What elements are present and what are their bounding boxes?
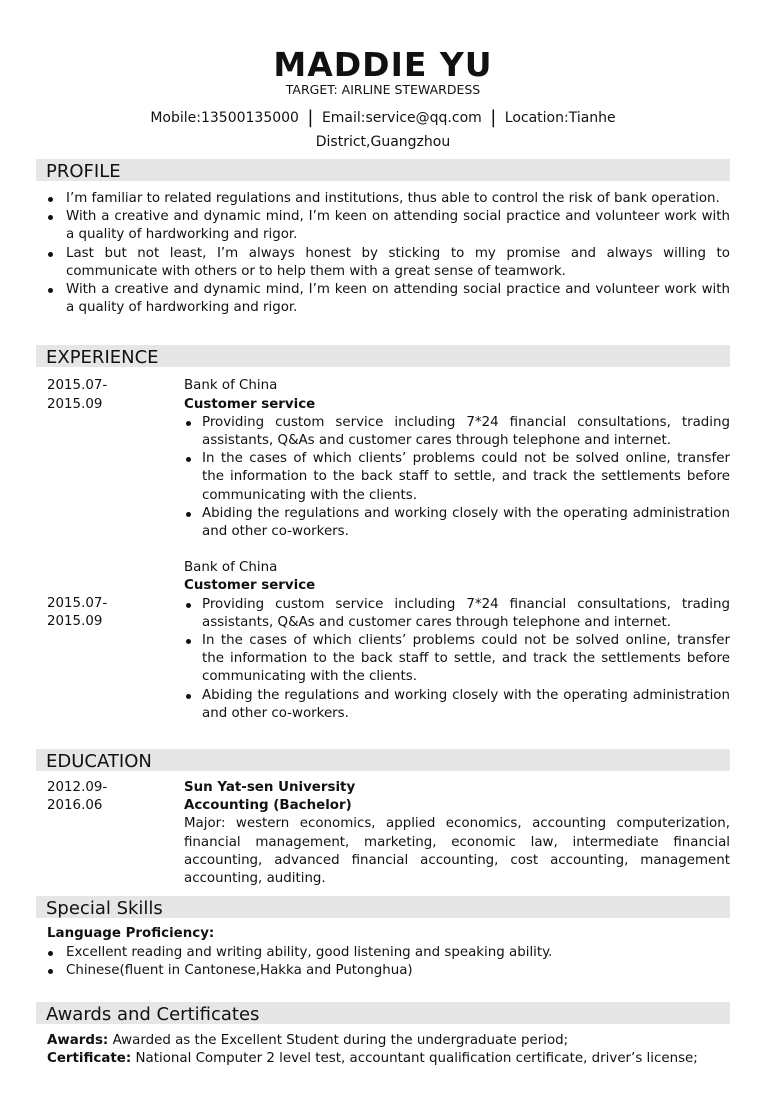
experience-list	[184, 414, 730, 541]
list-item: In the cases of which clients’ problems could not be solved online, transfer the information to the back staff to settle, and track the settlements before communicating with the clients.	[184, 632, 730, 687]
profile-section-bar	[36, 159, 730, 181]
profile-list	[36, 190, 730, 317]
experience-body	[184, 559, 730, 723]
list-item: With a creative and dynamic mind, I’m keen on attending social practice and volunteer work with a quality of hardworking and rigor.	[36, 281, 730, 317]
certificate-line	[36, 1050, 730, 1068]
experience-date: 2015.07-2015.09	[47, 596, 108, 630]
list-item: Abiding the regulations and working closely with the operating administration and other co-workers.	[184, 687, 730, 723]
certificate-label: Certificate:	[47, 1051, 132, 1067]
skills-section-bar	[36, 896, 730, 918]
education-date: 2012.09-2016.06	[47, 780, 108, 814]
skills-title: Special Skills	[46, 898, 163, 920]
list-item: I’m familiar to related regulations and institutions, thus able to control the risk of bank operation.	[36, 190, 730, 208]
education-body	[184, 779, 730, 888]
experience-title: EXPERIENCE	[46, 347, 159, 369]
profile-title: PROFILE	[46, 161, 121, 182]
role: Customer service	[184, 396, 316, 412]
major-courses: Major: western economics, applied economics, accounting computerization, financial management, marketing, economic law, intermediate financial accounting, advanced financial accounting, cost accounting, management accounting, auditing.	[184, 816, 730, 887]
list-item: Abiding the regulations and working closely with the operating administration and other co-workers.	[184, 505, 730, 541]
resume-page	[36, 0, 730, 1068]
list-item: Excellent reading and writing ability, good listening and speaking ability.	[36, 944, 730, 962]
awards-label: Awards:	[47, 1032, 109, 1048]
list-item: With a creative and dynamic mind, I’m keen on attending social practice and volunteer work with a quality of hardworking and rigor.	[36, 208, 730, 244]
certificate-text: National Computer 2 level test, accountant qualification certificate, driver’s license;	[135, 1051, 698, 1067]
list-item: In the cases of which clients’ problems could not be solved online, transfer the information to the back staff to settle, and track the settlements before communicating with the clients.	[184, 450, 730, 505]
list-item: Chinese(fluent in Cantonese,Hakka and Putonghua)	[36, 962, 730, 980]
list-item: Providing custom service including 7*24 financial consultations, trading assistants, Q&As and customer cares through telephone and internet.	[184, 414, 730, 450]
education-title: EDUCATION	[46, 751, 152, 773]
education-section-bar	[36, 749, 730, 771]
organization: Bank of China	[184, 378, 278, 394]
list-item: Last but not least, I’m always honest by sticking to my promise and always willing to communicate with others or to help them with a great sense of teamwork.	[36, 245, 730, 281]
experience-entry	[36, 559, 730, 723]
experience-date: 2015.07-2015.09	[47, 378, 108, 412]
organization: Bank of China	[184, 560, 278, 576]
list-item: Providing custom service including 7*24 financial consultations, trading assistants, Q&As and customer cares through telephone and internet.	[184, 596, 730, 632]
school: Sun Yat-sen University	[184, 780, 356, 796]
awards-title: Awards and Certificates	[46, 1003, 260, 1025]
experience-list	[184, 596, 730, 723]
skills-list	[36, 944, 730, 980]
candidate-name: MADDIE YU	[273, 45, 493, 84]
experience-section-bar	[36, 345, 730, 367]
experience-entry	[36, 377, 730, 541]
email: Email:service@qq.com	[321, 110, 482, 126]
degree: Accounting (Bachelor)	[184, 798, 352, 814]
mobile: Mobile:13500135000	[150, 110, 299, 126]
awards-section-bar	[36, 1002, 730, 1024]
target-position: TARGET: AIRLINE STEWARDESS	[285, 82, 481, 97]
contact-info	[36, 106, 730, 154]
experience-body	[184, 377, 730, 541]
education-entry	[36, 779, 730, 888]
awards-text: Awarded as the Excellent Student during the undergraduate period;	[112, 1032, 569, 1048]
location: Location:Tianhe District,Guangzhou	[315, 110, 616, 150]
separator: |	[307, 107, 314, 128]
role: Customer service	[184, 578, 316, 594]
awards-line	[36, 1032, 730, 1050]
separator: |	[490, 107, 497, 128]
language-label: Language Proficiency:	[47, 926, 215, 942]
